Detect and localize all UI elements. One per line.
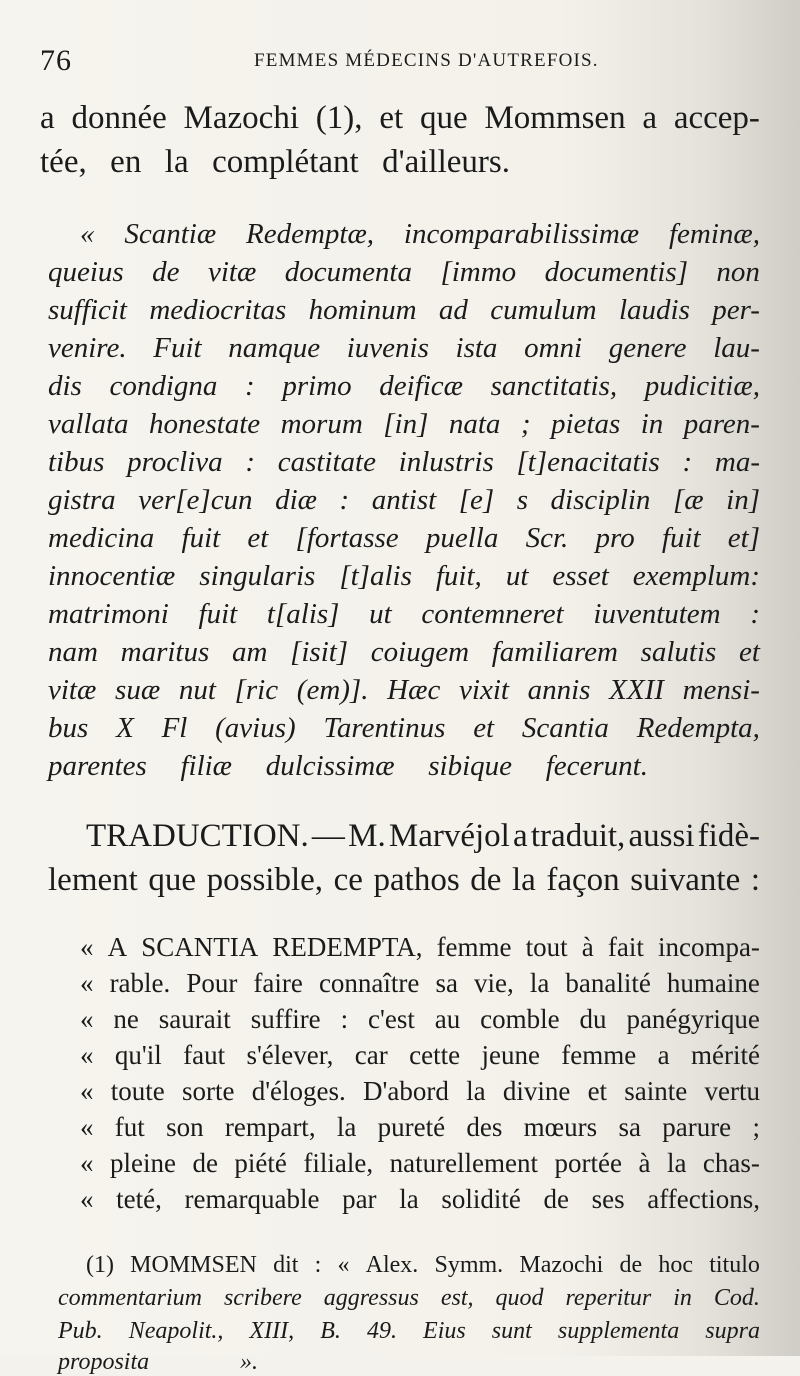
latin-line: matrimoni fuit t[alis] ut contemneret iuventutem : (48, 598, 760, 630)
traduction-line: lement que possible, ce pathos de la façon suivante : (48, 862, 760, 898)
latin-line: venire. Fuit namque iuvenis ista omni genere lau- (48, 332, 760, 364)
latin-line: vitæ suæ nut [ric (em)]. Hæc vixit annis XXII mensi- (48, 674, 760, 706)
footnote-line: commentarium scribere aggressus est, quod reperitur in Cod. (58, 1285, 760, 1311)
french-line: « fut son rempart, la pureté des mœurs sa parure ; (80, 1112, 760, 1142)
latin-line: queius de vitæ documenta [immo documentis] non (48, 256, 760, 288)
footnote-line: (1) MOMMSEN dit : « Alex. Symm. Mazochi de hoc titulo (86, 1252, 760, 1278)
traduction-line: TRADUCTION. — M. Marvéjol a traduit, aussi fidè- (86, 818, 760, 854)
page-header (40, 38, 760, 78)
latin-line: bus X Fl (avius) Tarentinus et Scantia Redempta, (48, 712, 760, 744)
latin-line: parentes filiæ dulcissimæ sibique fecerunt. (48, 750, 648, 782)
french-line: « toute sorte d'éloges. D'abord la divine et sainte vertu (80, 1076, 760, 1106)
latin-line: vallata honestate morum [in] nata ; pietas in paren- (48, 408, 760, 440)
french-line: « ne saurait suffire : c'est au comble du panégyrique (80, 1004, 760, 1034)
latin-line: nam maritus am [isit] coiugem familiarem salutis et (48, 636, 760, 668)
footnote-line: Pub. Neapolit., XIII, B. 49. Eius sunt supplementa supra (58, 1318, 760, 1344)
french-line: « pleine de piété filiale, naturellement portée à la chas- (80, 1148, 760, 1178)
latin-line: gistra ver[e]cun diæ : antist [e] s disciplin [æ in] (48, 484, 760, 516)
latin-line: innocentiæ singularis [t]alis fuit, ut esset exemplum: (48, 560, 760, 592)
french-line: « A SCANTIA REDEMPTA, femme tout à fait incompa- (80, 932, 760, 962)
latin-line: medicina fuit et [fortasse puella Scr. pro fuit et] (48, 522, 760, 554)
french-line: « qu'il faut s'élever, car cette jeune femme a mérité (80, 1040, 760, 1070)
running-title: FEMMES MÉDECINS D'AUTREFOIS. (254, 50, 599, 71)
footnote-line: proposita ». (58, 1349, 258, 1375)
intro-line: a donnée Mazochi (1), et que Mommsen a accep- (40, 100, 760, 136)
intro-line: tée, en la complétant d'ailleurs. (40, 144, 510, 180)
latin-line: sufficit mediocritas hominum ad cumulum laudis per- (48, 294, 760, 326)
latin-line: dis condigna : primo deificæ sanctitatis, pudicitiæ, (48, 370, 760, 402)
page-number: 76 (40, 44, 72, 77)
latin-line: tibus procliva : castitate inlustris [t]enacitatis : ma- (48, 446, 760, 478)
french-line: « teté, remarquable par la solidité de ses affections, (80, 1184, 760, 1214)
latin-line: « Scantiæ Redemptæ, incomparabilissimæ feminæ, (80, 218, 760, 250)
french-line: « rable. Pour faire connaître sa vie, la banalité humaine (80, 968, 760, 998)
